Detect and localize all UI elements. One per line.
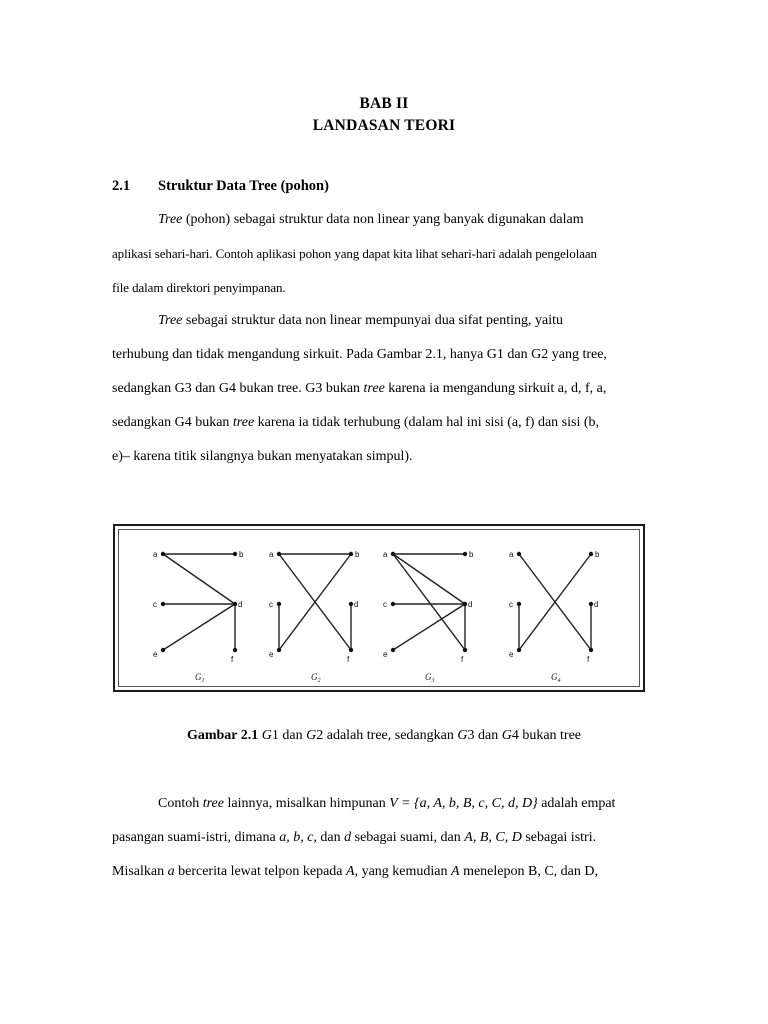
vertex-label-e: e: [509, 650, 514, 659]
section-number: 2.1: [112, 178, 131, 194]
italic-var: a: [167, 864, 175, 879]
graph-label-g2: $G_2$: [311, 672, 321, 684]
italic-term: tree: [202, 796, 224, 811]
vertex-label-a: a: [383, 550, 388, 559]
vertex-f: [233, 648, 237, 652]
text: (pohon) sebagai struktur data non linear yang banyak digunakan dalam: [182, 212, 584, 227]
paragraph-2-line-2: terhubung dan tidak mengandung sirkuit. Pada Gambar 2.1, hanya G1 dan G2 yang tree,: [112, 347, 607, 362]
text: Contoh: [158, 796, 203, 811]
edge-e-d: [163, 604, 235, 650]
caption-text: 2 adalah tree, sedangkan: [316, 728, 458, 743]
vertex-label-d: d: [354, 600, 359, 609]
paragraph-2-line-4: [112, 406, 656, 440]
vertex-c: [277, 602, 281, 606]
section-title: Struktur Data Tree (pohon): [158, 178, 329, 194]
vertex-label-c: c: [509, 600, 513, 609]
graph-g4: [509, 550, 600, 684]
vertex-label-e: e: [269, 650, 274, 659]
vertex-label-c: c: [153, 600, 157, 609]
caption-label: Gambar 2.1: [186, 728, 259, 743]
graph-g1: [153, 550, 244, 684]
text: sedangkan G4 bukan: [112, 415, 233, 430]
italic-term: tree: [363, 381, 385, 396]
vertex-c: [391, 602, 395, 606]
graph-g2: [269, 550, 360, 684]
vertex-label-b: b: [355, 550, 360, 559]
paragraph-2-line-1: [112, 304, 656, 338]
vertex-label-f: f: [347, 655, 350, 664]
text: bercerita lewat telpon kepada: [174, 864, 347, 879]
text: karena ia tidak terhubung (dalam hal ini sisi (a, f) dan sisi (b,: [254, 415, 600, 430]
vertex-f: [463, 648, 467, 652]
graph-label-g4: $G_4$: [551, 672, 561, 684]
text: menelepon B, C, dan D,: [459, 864, 598, 879]
italic-var: A: [451, 864, 460, 879]
vertex-label-e: e: [383, 650, 388, 659]
caption-text: 4 bukan tree: [511, 728, 582, 743]
vertex-f: [349, 648, 353, 652]
vertex-a: [277, 552, 281, 556]
edge-a-f: [393, 554, 465, 650]
vertex-label-d: d: [468, 600, 473, 609]
vertex-a: [517, 552, 521, 556]
italic-vars: a, b, c,: [279, 830, 317, 845]
vertex-label-c: c: [269, 600, 273, 609]
vertex-c: [517, 602, 521, 606]
section-heading: [112, 178, 329, 195]
graph-g3: [383, 550, 474, 684]
caption-var: G: [261, 728, 272, 743]
vertex-label-b: b: [595, 550, 600, 559]
text: sebagai suami, dan: [351, 830, 465, 845]
italic-term: tree: [232, 415, 255, 430]
figure-graphs: [113, 524, 645, 692]
set-notation: V = {a, A, b, B, c, C, d, D}: [389, 796, 538, 811]
italic-term: Tree: [158, 212, 183, 227]
text: , yang kemudian: [354, 864, 452, 879]
vertex-a: [161, 552, 165, 556]
vertex-b: [589, 552, 593, 556]
paragraph-2: [112, 304, 656, 474]
vertex-b: [349, 552, 353, 556]
text: sebagai struktur data non linear mempunyai dua sifat penting, yaitu: [182, 313, 563, 328]
paragraph-1: [112, 203, 656, 305]
vertex-d: [349, 602, 353, 606]
text: pasangan suami-istri, dimana: [112, 830, 280, 845]
vertex-label-a: a: [153, 550, 158, 559]
vertex-e: [517, 648, 521, 652]
caption-text: 3 dan: [467, 728, 502, 743]
paragraph-2-line-3: [112, 372, 656, 406]
paragraph-1-line-3: file dalam direktori penyimpanan.: [112, 280, 286, 295]
vertex-label-a: a: [509, 550, 514, 559]
chapter-heading: BAB II: [359, 95, 409, 112]
edge-a-d: [393, 554, 465, 604]
italic-var: d: [344, 830, 352, 845]
vertex-label-e: e: [153, 650, 158, 659]
vertex-c: [161, 602, 165, 606]
vertex-e: [277, 648, 281, 652]
paragraph-3: [112, 787, 656, 889]
italic-vars: A, B, C, D: [464, 830, 522, 845]
paragraph-1-line-1: [112, 203, 656, 237]
paragraph-3-line-1: [112, 787, 656, 821]
text: sebagai istri.: [521, 830, 597, 845]
chapter-title: LANDASAN TEORI: [312, 117, 456, 134]
graph-diagram: [115, 526, 643, 690]
vertex-label-c: c: [383, 600, 387, 609]
caption-var: G: [457, 728, 468, 743]
vertex-label-d: d: [594, 600, 599, 609]
vertex-d: [463, 602, 467, 606]
edge-a-d: [163, 554, 235, 604]
figure-caption: [0, 728, 768, 744]
text: adalah empat: [537, 796, 616, 811]
edge-e-d: [393, 604, 465, 650]
vertex-label-b: b: [239, 550, 244, 559]
text: karena ia mengandung sirkuit a, d, f, a,: [384, 381, 607, 396]
paragraph-1-line-2: aplikasi sehari-hari. Contoh aplikasi pohon yang dapat kita lihat sehari-hari adalah pengelolaan: [112, 246, 597, 261]
vertex-label-b: b: [469, 550, 474, 559]
paragraph-2-line-5: e)– karena titik silangnya bukan menyatakan simpul).: [112, 449, 413, 464]
vertex-label-a: a: [269, 550, 274, 559]
text: Misalkan: [112, 864, 168, 879]
text: dan: [316, 830, 345, 845]
vertex-f: [589, 648, 593, 652]
vertex-label-f: f: [461, 655, 464, 664]
vertex-b: [463, 552, 467, 556]
vertex-d: [589, 602, 593, 606]
text: sedangkan G3 dan G4 bukan tree. G3 bukan: [112, 381, 364, 396]
caption-text: 1 dan: [271, 728, 307, 743]
text: lainnya, misalkan himpunan: [223, 796, 390, 811]
vertex-e: [391, 648, 395, 652]
vertex-a: [391, 552, 395, 556]
italic-var: A: [346, 864, 355, 879]
vertex-d: [233, 602, 237, 606]
vertex-e: [161, 648, 165, 652]
caption-var: G: [501, 728, 512, 743]
vertex-b: [233, 552, 237, 556]
graph-label-g3: $G_3$: [425, 672, 435, 684]
vertex-label-f: f: [231, 655, 234, 664]
graph-label-g1: $G_1$: [195, 672, 205, 684]
vertex-label-f: f: [587, 655, 590, 664]
paragraph-3-line-3: [112, 855, 656, 889]
italic-term: Tree: [158, 313, 183, 328]
caption-var: G: [306, 728, 317, 743]
vertex-label-d: d: [238, 600, 243, 609]
paragraph-3-line-2: [112, 821, 656, 855]
